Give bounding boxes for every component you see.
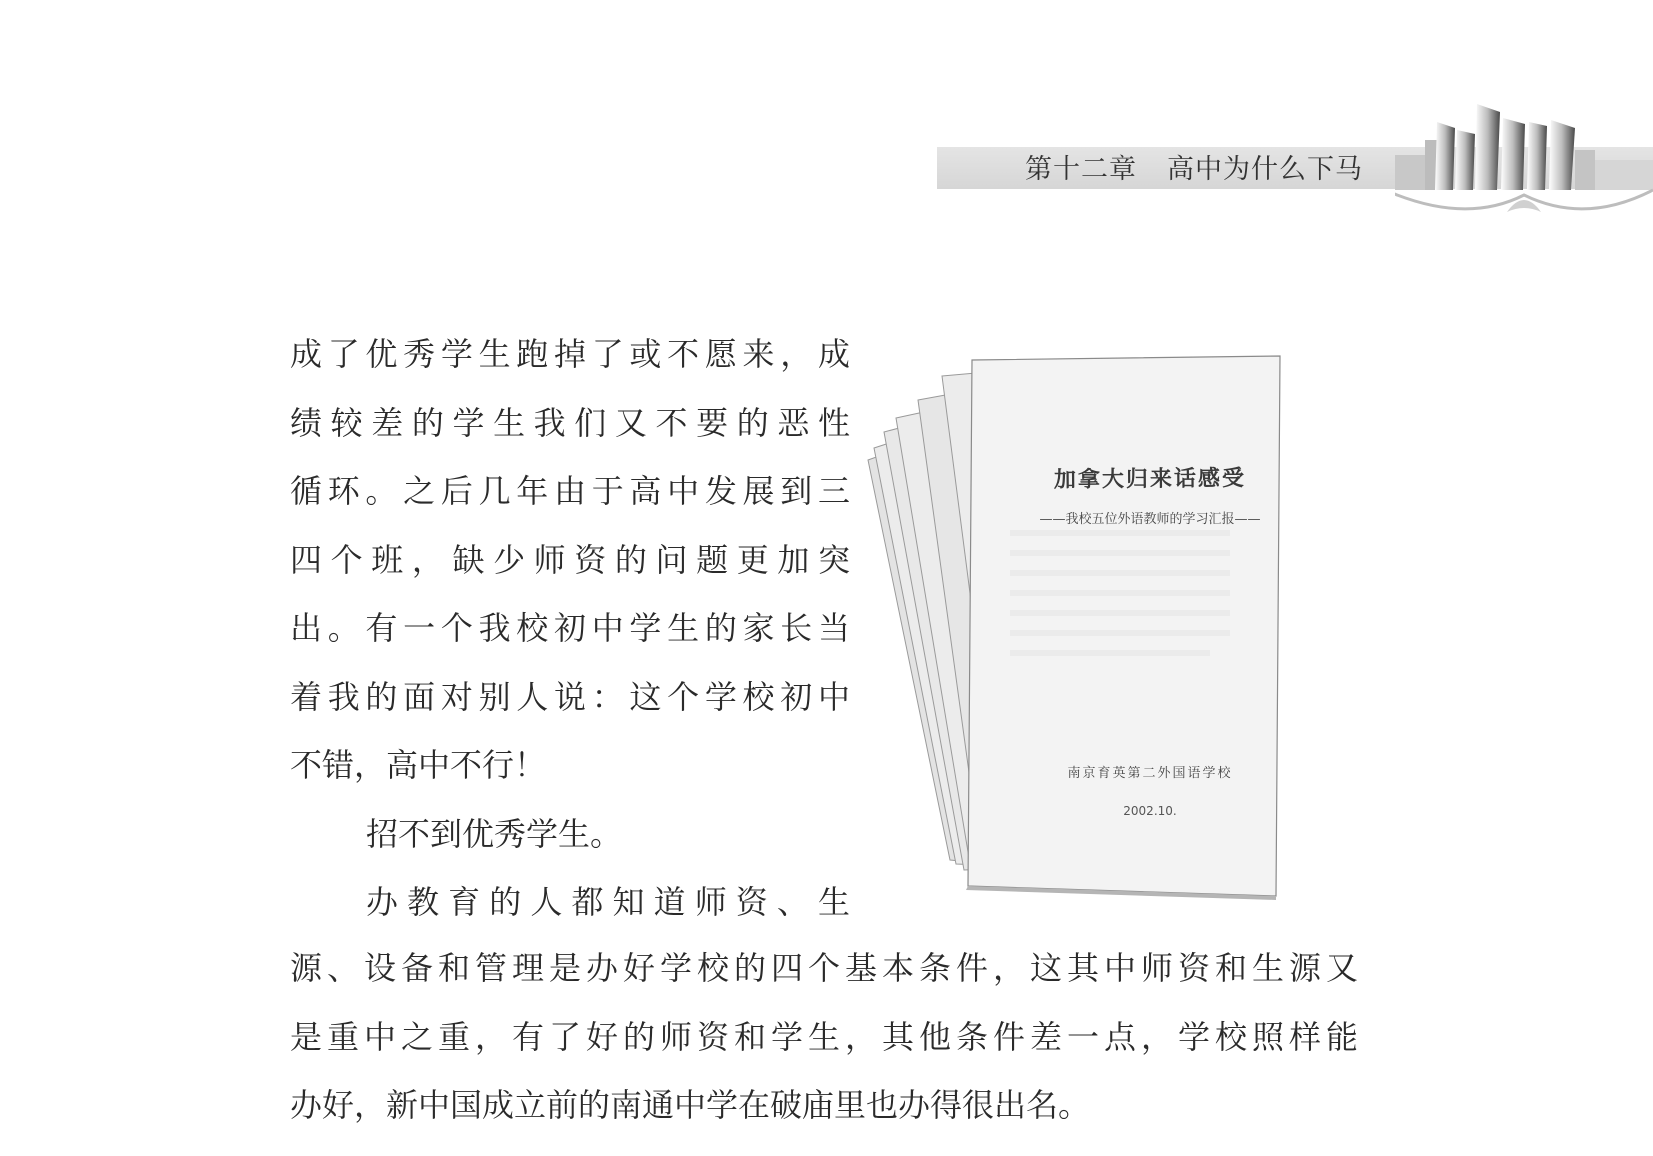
text-line: 办教育的人都知道师资、生 bbox=[366, 883, 850, 921]
text-line: 不错，高中不行！ bbox=[290, 746, 547, 784]
chapter-number: 第十二章 bbox=[1025, 154, 1137, 185]
running-header bbox=[1025, 150, 1363, 190]
text-line: 是重中之重，有了好的师资和学生，其他条件差一点，学校照样能 bbox=[290, 1017, 1358, 1056]
text-line: 着我的面对别人说：这个学校初中 bbox=[290, 677, 850, 716]
report-subtitle: ——我校五位外语教师的学习汇报—— bbox=[1039, 512, 1261, 527]
report-date: 2002.10. bbox=[1123, 804, 1177, 818]
report-school: 南京育英第二外国语学校 bbox=[1067, 766, 1233, 781]
text-line: 循环。之后几年由于高中发展到三 bbox=[290, 472, 850, 510]
skyline-decoration bbox=[1395, 100, 1653, 230]
text-line: 源、设备和管理是办好学校的四个基本条件，这其中师资和生源又 bbox=[290, 949, 1358, 987]
text-line: 办好，新中国成立前的南通中学在破庙里也办得很出名。 bbox=[290, 1086, 1091, 1124]
report-title: 加拿大归来话感受 bbox=[1053, 465, 1247, 493]
text-line: 绩较差的学生我们又不要的恶性 bbox=[290, 403, 850, 442]
text-line: 四个班，缺少师资的问题更加突 bbox=[290, 540, 850, 579]
chapter-title: 高中为什么下马 bbox=[1167, 154, 1363, 185]
body-text-narrow bbox=[290, 320, 850, 937]
report-stack-photo bbox=[860, 340, 1360, 910]
text-line: 出。有一个我校初中学生的家长当 bbox=[290, 609, 850, 647]
text-line: 成了优秀学生跑掉了或不愿来，成 bbox=[290, 335, 850, 373]
text-line: 招不到优秀学生。 bbox=[366, 814, 623, 853]
body-text-wide bbox=[290, 934, 1358, 1140]
